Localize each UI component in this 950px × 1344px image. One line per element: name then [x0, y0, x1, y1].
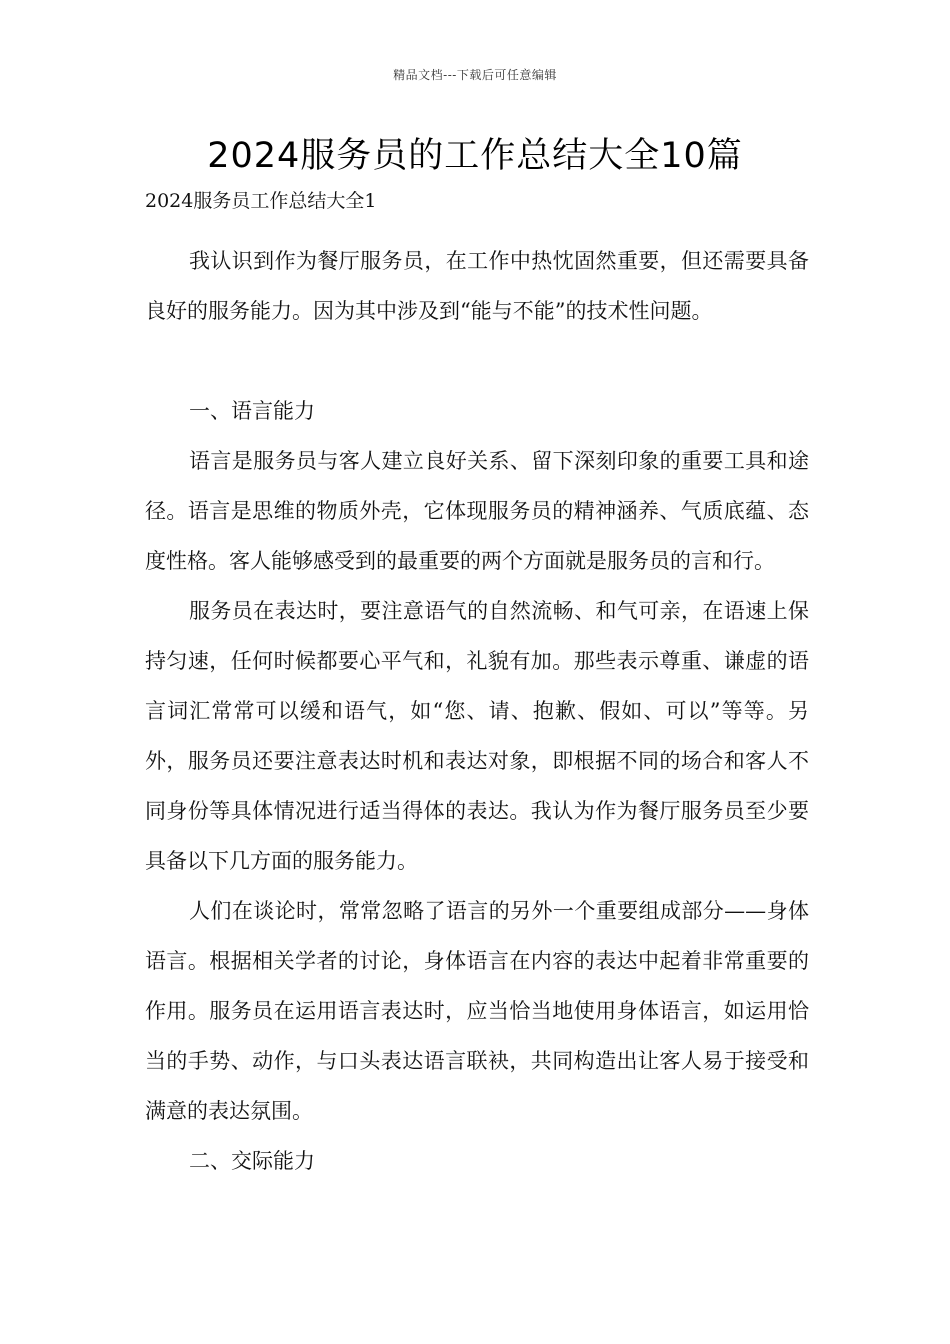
document-title: 2024服务员的工作总结大全10篇 [207, 136, 743, 176]
paragraph: 人们在谈论时，常常忽略了语言的另外一个重要组成部分——身体语言。根据相关学者的讨论，身体语言在内容的表达中起着非常重要的作用。服务员在运用语言表达时，应当恰当地使用身体语言，如运用恰当的手势、动作，与口头表达语言联袂，共同构造出让客人易于接受和满意的表达氛围。 [145, 899, 809, 1123]
document-subtitle: 2024服务员工作总结大全1 [145, 190, 377, 212]
page-header: 精品文档---下载后可任意编辑 [393, 68, 557, 82]
document-body [145, 186, 809, 1186]
paragraph: 服务员在表达时，要注意语气的自然流畅、和气可亲，在语速上保持匀速，任何时候都要心平气和，礼貌有加。那些表示尊重、谦虚的语言词汇常常可以缓和语气，如“您、请、抱歉、假如、可以”等等。另外，服务员还要注意表达时机和表达对象，即根据不同的场合和客人不同身份等具体情况进行适当得体的表达。我认为作为餐厅服务员至少要具备以下几方面的服务能力。 [145, 599, 809, 873]
paragraph: 语言是服务员与客人建立良好关系、留下深刻印象的重要工具和途径。语言是思维的物质外壳，它体现服务员的精神涵养、气质底蕴、态度性格。客人能够感受到的最重要的两个方面就是服务员的言和行。 [145, 449, 809, 573]
section-heading-language: 一、语言能力 [189, 399, 315, 423]
section-heading-social: 二、交际能力 [189, 1149, 315, 1173]
intro-paragraph: 我认识到作为餐厅服务员，在工作中热忱固然重要，但还需要具备良好的服务能力。因为其中涉及到“能与不能”的技术性问题。 [145, 249, 809, 323]
